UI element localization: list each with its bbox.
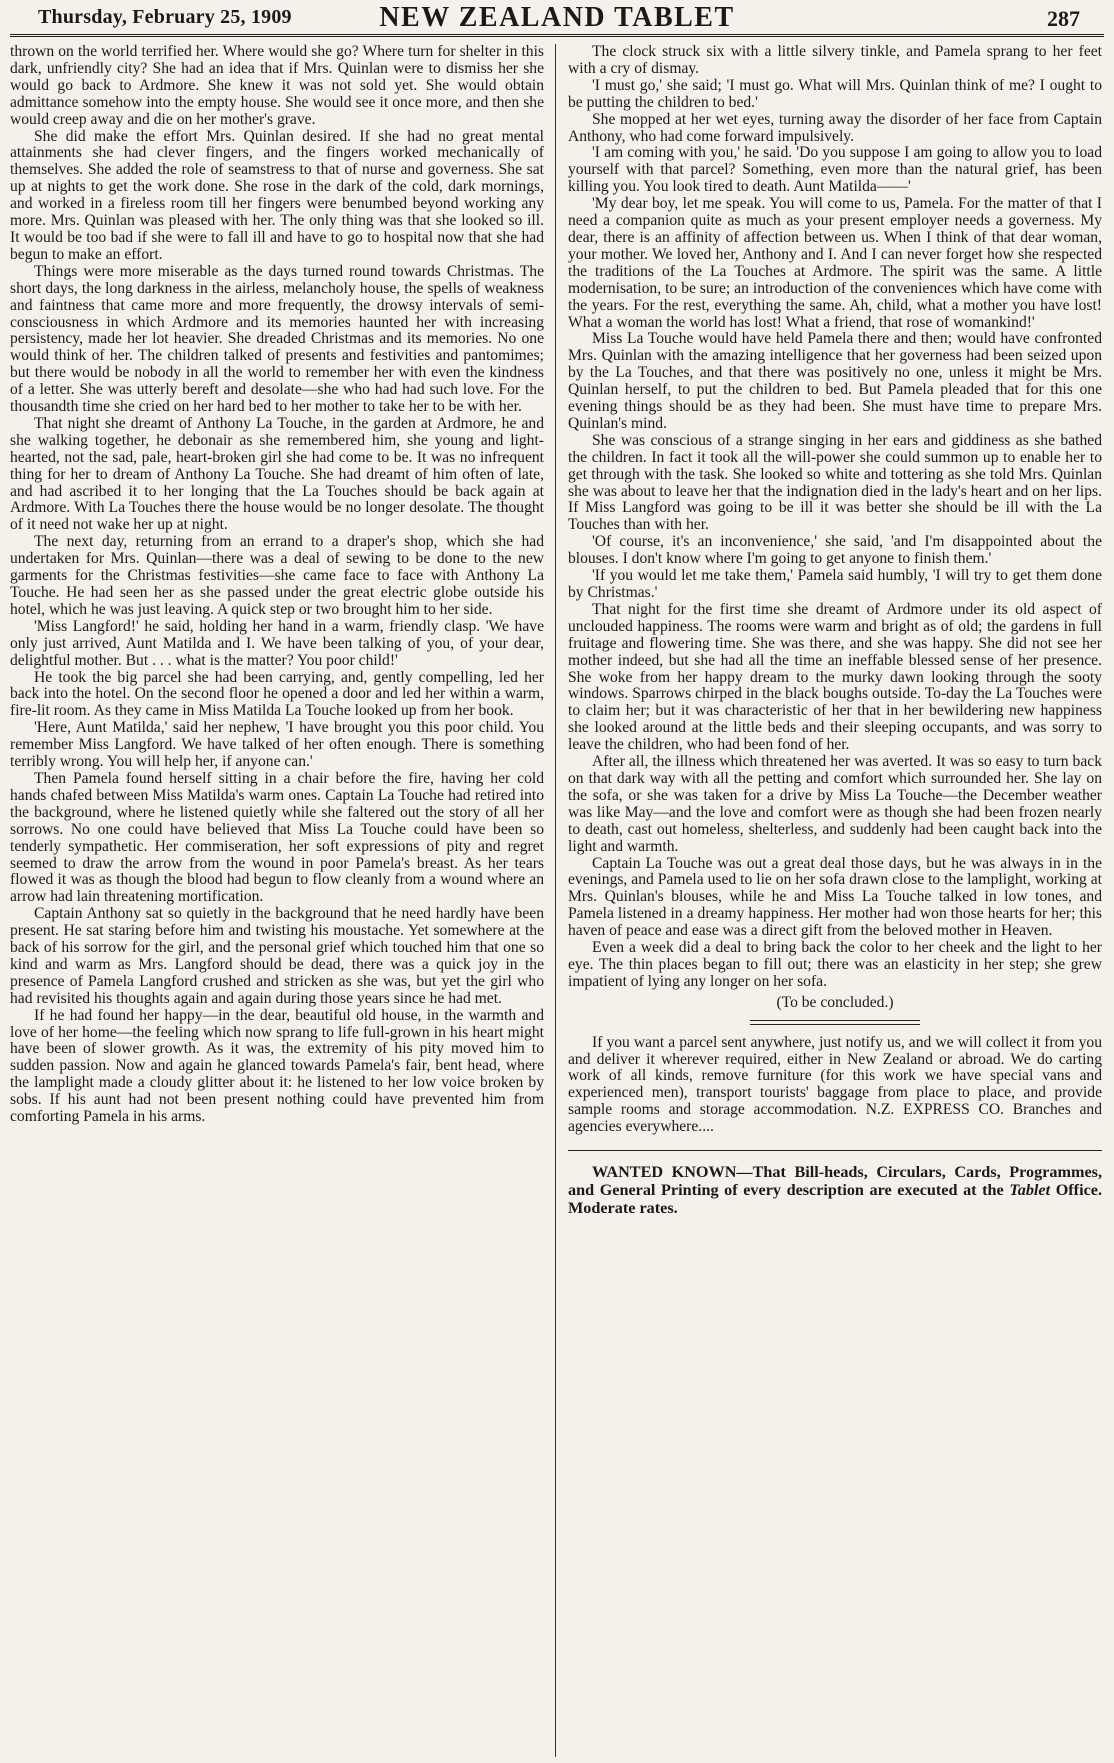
article-paragraph: After all, the illness which threatened her was averted. It was so easy to turn back on that dark way with all the petting and comfort which surrounded her. She lay on the sofa, or she was taken for a drive by Miss La Touche—the December weather was like May—and the love and comfort were as though she had been frozen nearly to death, cast out homeless, shelterless, and suddenly had been caught back into the light and warmth. bbox=[568, 753, 1102, 855]
article-paragraph: 'Of course, it's an inconvenience,' she said, 'and I'm disappointed about the blouses. I don't know where I'm going to get anyone to finish them.' bbox=[568, 533, 1102, 568]
article-paragraph: Even a week did a deal to bring back the color to her cheek and the light to her eye. The thin places began to fill out; there was an elasticity in her step; she grew impatient of lying any longer on her sofa. bbox=[568, 939, 1102, 990]
right-column bbox=[568, 44, 1102, 1757]
article-paragraph: thrown on the world terrified her. Where would she go? Where turn for shelter in this dark, unfriendly city? She had an idea that if Mrs. Quinlan were to dismiss her she would go back to Ardmore. She knew it was not sold yet. She would obtain admittance somehow into the empty house. She would see it once more, and then she would creep away and die on her mother's grave. bbox=[10, 44, 544, 128]
left-column bbox=[10, 44, 544, 1757]
ad-divider bbox=[568, 1150, 1102, 1151]
article-paragraph: She mopped at her wet eyes, turning away the disorder of her face from Captain Anthony, who had come forward impulsively. bbox=[568, 110, 1102, 145]
issue-date: Thursday, February 25, 1909 bbox=[38, 6, 292, 28]
masthead bbox=[10, 0, 1104, 37]
wanted-known-text bbox=[568, 1163, 1102, 1217]
tablet-name: Tablet bbox=[1009, 1181, 1051, 1200]
article-paragraph: 'Here, Aunt Matilda,' said her nephew, 'I have brought you this poor child. You remember Miss Langford. We have talked of her often enough. There is something terribly wrong. You will help her, if anyone can.' bbox=[10, 719, 544, 771]
article-paragraph: That night she dreamt of Anthony La Touche, in the garden at Ardmore, he and she walking together, he debonair as she remembered him, she young and light-hearted, not the sad, pale, heart-broken girl she had come to be. It was no infrequent thing for her to dream of Anthony La Touche. She had dreamt of him often of late, and had ascribed it to her longing that the La Touches should be back again at Ardmore. With La Touches there the house would be no longer desolate. The thought of it need not wake her up at night. bbox=[10, 414, 544, 534]
article-paragraph: 'I am coming with you,' he said. 'Do you suppose I am going to allow you to load yourself with that parcel? Something, even more than the natural grief, has been killing you. You look tired to death. Aunt Matilda——' bbox=[568, 144, 1102, 196]
express-ad-text: If you want a parcel sent anywhere, just notify us, and we will collect it from you and deliver it wherever required, either in New Zealand or abroad. We do carting work of all kinds, remove furniture (for this work we have special vans and experienced men), transport tourists' baggage from place to place, and provide sample rooms and storage accommodation. N.Z. EXPRESS CO. Branches and agencies everywhere.... bbox=[568, 1033, 1102, 1136]
article-paragraph: Miss La Touche would have held Pamela there and then; would have confronted Mrs. Quinlan with the amazing intelligence that her governess had been seized upon by the La Touches, and that there was positively no one, unless it might be Mrs. Quinlan herself, to put the children to bed. But Pamela pleaded that for this one evening things should be as they had been. She must have time to prepare Mrs. Quinlan's mind. bbox=[568, 330, 1102, 432]
article-paragraph: Things were more miserable as the days turned round towards Christmas. The short days, the long darkness in the airless, melancholy house, the spells of weakness and faintness that came more and more frequently, the drowsy intervals of semi-consciousness in which Ardmore and its memories haunted her with increasing persistency, made her lot heavier. She dreaded Christmas and its memories. No one would think of her. The children talked of presents and festivities and pantomimes; but there would be nobody in all the world to remember her with even the kindness of a letter. She was utterly bereft and desolate—she who had had such love. For the thousandth time she cried on her hard bed to her mother to take her to be with her. bbox=[10, 262, 544, 416]
article-paragraph: 'My dear boy, let me speak. You will come to us, Pamela. For the matter of that I need a companion quite as much as your present employer needs a governess. My dear, there is an affinity of affection between us. When I think of that dear woman, your mother. We loved her, Anthony and I. And I can never forget how she respected the traditions of the La Touches at Ardmore. The spirit was the same. A little modernisation, to be sure; an introduction of the conveniences which have come with the years. For the rest, everything the same. Ah, child, what a mother you have lost! What a woman the world has lost! What a friend, that rose of womankind!' bbox=[568, 195, 1102, 331]
newspaper-title: NEW ZEALAND TABLET bbox=[379, 2, 735, 33]
article-paragraph: She was conscious of a strange singing in her ears and giddiness as she bathed the children. In fact it took all the will-power she could summon up to enable her to get through with the task. She looked so white and tottering as she told Mrs. Quinlan she was about to leave her that the indignation died in the lady's heart and on her lips. If Miss Langford was going to be ill it was better she should be ill with the La Touches than with her. bbox=[568, 431, 1102, 534]
express-advertisement bbox=[568, 1035, 1102, 1136]
article-paragraph: 'Miss Langford!' he said, holding her hand in a warm, friendly clasp. 'We have only just arrived, Aunt Matilda and I. We have been talking of you, of your dear, delightful mother. But . . . what is the matter? You poor child!' bbox=[10, 617, 544, 669]
page-number: 287 bbox=[1047, 6, 1080, 31]
article-columns bbox=[10, 44, 1104, 1757]
article-paragraph: She did make the effort Mrs. Quinlan desired. If she had no great mental attainments she had clever fingers, and the fingers worked mechanically of themselves. She added the role of seamstress to that of nurse and governess. She sat up at nights to get the work done. She rose in the dark of the cold, dark mornings, and worked in a fireless room till her fingers were benumbed beyond working any more. Mrs. Quinlan was pleased with her. The only thing was that she looked so ill. It would be too bad if she were to fall ill and have to go to hospital now that she had begun to make an effort. bbox=[10, 127, 544, 263]
article-paragraph: The clock struck six with a little silvery tinkle, and Pamela sprang to her feet with a cry of dismay. bbox=[568, 44, 1102, 77]
article-paragraph: If he had found her happy—in the dear, beautiful old house, in the warmth and love of her home—the feeling which now sprang to life full-grown in his heart might have been of slower growth. As it was, the extremity of his pity moved him to sudden passion. Now and again he glanced towards Pamela's fair, bent head, where the lamplight made a cloudy glitter about it: he listened to her low voice broken by sobs. If his aunt had not been present nothing could have prevented him from comforting Pamela in his arms. bbox=[10, 1006, 544, 1126]
article-paragraph: That night for the first time she dreamt of Ardmore under its old aspect of unclouded happiness. The rooms were warm and bright as of old; the gardens in full fruitage and flowering time. She was there, and she was happy. She did not see her mother indeed, but she had all the time an ineffable blessed sense of her presence. She woke from her happy dream to the murky dawn looking through the sooty windows. Sparrows chirped in the black boughs outside. To-day the La Touches were to claim her; but it was characteristic of her that in her bewildering new happiness she looked around at the little beds and their sleeping occupants, and was sorry to leave the children, who had been fond of her. bbox=[568, 600, 1102, 754]
article-paragraph: 'If you would let me take them,' Pamela said humbly, 'I will try to get them done by Christmas.' bbox=[568, 567, 1102, 601]
article-paragraph: He took the big parcel she had been carrying, and, gently compelling, led her back into the hotel. On the second floor he opened a door and led her within a warm, fire-lit room. As they came in Miss Matilda La Touche looked up from her book. bbox=[10, 668, 544, 720]
article-paragraph: 'I must go,' she said; 'I must go. What will Mrs. Quinlan think of me? I ought to be putting the children to bed.' bbox=[568, 76, 1102, 111]
article-paragraph: Captain Anthony sat so quietly in the background that he need hardly have been present. He sat staring before him and twisting his moustache. Yet somewhere at the back of his sorrow for the girl, and the personal grief which touched him that one so kind and warm as Mrs. Langford should be dead, there was a quick joy in the presence of Pamela Langford crushed and stricken as she was, but yet the girl who had revisited his thoughts again and again during those years since he had met. bbox=[10, 905, 544, 1007]
wanted-known-notice bbox=[568, 1163, 1102, 1217]
article-paragraph: The next day, returning from an errand to a draper's shop, which she had undertaken for Mrs. Quinlan—there was a deal of sewing to be done to the new garments for the Christmas festivities—she came face to face with Anthony La Touche. He had seen her as she passed under the great electric globe outside his hotel, which he was just leaving. A quick step or two brought him to her side. bbox=[10, 533, 544, 618]
wanted-known-after: Office. Moderate rates. bbox=[568, 1181, 1102, 1218]
article-paragraph: Captain La Touche was out a great deal those days, but he was always in in the evenings, and Pamela used to lie on her sofa drawn close to the lamplight, working at Mrs. Quinlan's blouses, while he and Miss La Touche talked in low tones, and Pamela listened in a dreamy happiness. Her mother had won those hearts for her; this haven of peace and ease was a direct gift from the beloved mother in Heaven. bbox=[568, 854, 1102, 940]
to-be-concluded: (To be concluded.) bbox=[776, 993, 894, 1011]
article-paragraph: Then Pamela found herself sitting in a chair before the fire, having her cold hands chafed between Miss Matilda's warm ones. Captain La Touche had retired into the background, where he listened quietly while she faltered out the story of all her sorrows. No one could have believed that Miss La Touche could have been so tenderly sympathetic. Her commiseration, her soft expressions of pity and regret seemed to draw the arrow from the wound in poor Pamela's breast. As her tears flowed it was as though the blood had begun to flow cleanly from a wound where an arrow had lain threatening mortification. bbox=[10, 769, 544, 906]
section-divider bbox=[750, 1020, 920, 1025]
column-rule bbox=[555, 44, 556, 1757]
wanted-known-before: WANTED KNOWN—That Bill-heads, Circulars, Cards, Programmes, and General Printing of every description are executed at the bbox=[568, 1163, 1102, 1200]
